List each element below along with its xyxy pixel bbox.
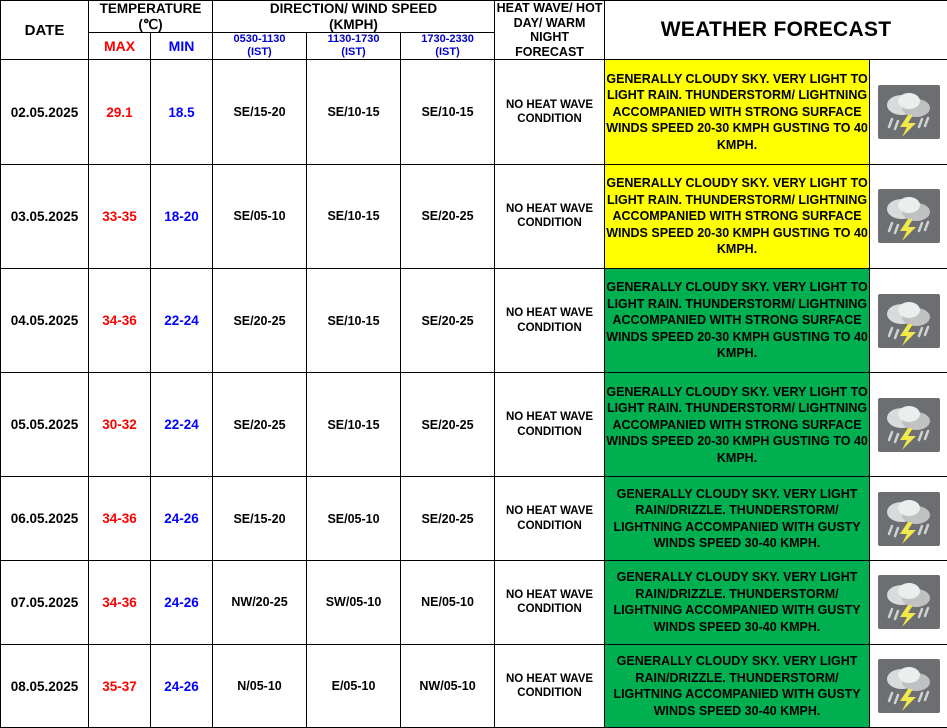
thunderstorm-rain-icon bbox=[878, 575, 940, 629]
header-slot2-ist: (IST) bbox=[307, 46, 400, 59]
cell-wind-slot1: SE/15-20 bbox=[213, 477, 307, 561]
cell-wind-slot3: SE/10-15 bbox=[401, 60, 495, 164]
cell-weather-icon bbox=[870, 477, 947, 561]
table-row bbox=[1, 60, 947, 164]
thunderstorm-rain-icon bbox=[878, 659, 940, 713]
cell-forecast: GENERALLY CLOUDY SKY. VERY LIGHT RAIN/DRIZZLE. THUNDERSTORM/ LIGHTNING ACCOMPANIED WITH GUSTY WINDS SPEED 30-40 KMPH. bbox=[605, 644, 870, 728]
cell-wind-slot3: NW/05-10 bbox=[401, 644, 495, 728]
cell-min-temp: 18-20 bbox=[151, 164, 213, 268]
header-temperature-unit: (℃) bbox=[89, 17, 212, 33]
cell-weather-icon bbox=[870, 373, 947, 477]
cell-wind-slot3: SE/20-25 bbox=[401, 477, 495, 561]
cell-heat-wave: NO HEAT WAVE CONDITION bbox=[495, 60, 605, 164]
cell-heat-wave: NO HEAT WAVE CONDITION bbox=[495, 268, 605, 372]
cell-forecast: GENERALLY CLOUDY SKY. VERY LIGHT TO LIGHT RAIN. THUNDERSTORM/ LIGHTNING ACCOMPANIED WITH STRONG SURFACE WINDS SPEED 20-30 KMPH GUSTING TO 40 KMPH. bbox=[605, 60, 870, 164]
cell-heat-wave: NO HEAT WAVE CONDITION bbox=[495, 373, 605, 477]
cell-heat-wave: NO HEAT WAVE CONDITION bbox=[495, 561, 605, 645]
table-row bbox=[1, 373, 947, 477]
cell-forecast: GENERALLY CLOUDY SKY. VERY LIGHT RAIN/DRIZZLE. THUNDERSTORM/ LIGHTNING ACCOMPANIED WITH GUSTY WINDS SPEED 30-40 KMPH. bbox=[605, 477, 870, 561]
header-max: MAX bbox=[89, 33, 151, 60]
table-row bbox=[1, 644, 947, 728]
cell-min-temp: 24-26 bbox=[151, 644, 213, 728]
header-weather-forecast: WEATHER FORECAST bbox=[605, 1, 947, 60]
header-direction-wind-speed bbox=[213, 1, 495, 33]
cell-wind-slot2: SE/10-15 bbox=[307, 268, 401, 372]
cell-forecast: GENERALLY CLOUDY SKY. VERY LIGHT TO LIGHT RAIN. THUNDERSTORM/ LIGHTNING ACCOMPANIED WITH STRONG SURFACE WINDS SPEED 20-30 KMPH GUSTING TO 40 KMPH. bbox=[605, 373, 870, 477]
cell-max-temp: 35-37 bbox=[89, 644, 151, 728]
header-min: MIN bbox=[151, 33, 213, 60]
cell-forecast: GENERALLY CLOUDY SKY. VERY LIGHT RAIN/DRIZZLE. THUNDERSTORM/ LIGHTNING ACCOMPANIED WITH GUSTY WINDS SPEED 30-40 KMPH. bbox=[605, 561, 870, 645]
cell-min-temp: 18.5 bbox=[151, 60, 213, 164]
cell-date: 08.05.2025 bbox=[1, 644, 89, 728]
table-header bbox=[1, 1, 947, 60]
header-slot-0530-1130 bbox=[213, 33, 307, 60]
header-date: DATE bbox=[1, 1, 89, 60]
thunderstorm-rain-icon bbox=[878, 85, 940, 139]
header-slot1-ist: (IST) bbox=[213, 46, 306, 59]
cell-wind-slot1: SE/20-25 bbox=[213, 268, 307, 372]
cell-max-temp: 34-36 bbox=[89, 561, 151, 645]
header-direction-label: DIRECTION/ WIND SPEED bbox=[213, 1, 494, 17]
header-temperature-label: TEMPERATURE bbox=[89, 1, 212, 17]
cell-weather-icon bbox=[870, 644, 947, 728]
table-body bbox=[1, 60, 947, 728]
cell-wind-slot3: SE/20-25 bbox=[401, 268, 495, 372]
cell-min-temp: 22-24 bbox=[151, 268, 213, 372]
header-slot-1730-2330 bbox=[401, 33, 495, 60]
cell-wind-slot1: N/05-10 bbox=[213, 644, 307, 728]
cell-heat-wave: NO HEAT WAVE CONDITION bbox=[495, 164, 605, 268]
cell-wind-slot3: SE/20-25 bbox=[401, 164, 495, 268]
cell-wind-slot2: E/05-10 bbox=[307, 644, 401, 728]
cell-wind-slot2: SE/10-15 bbox=[307, 373, 401, 477]
cell-forecast: GENERALLY CLOUDY SKY. VERY LIGHT TO LIGHT RAIN. THUNDERSTORM/ LIGHTNING ACCOMPANIED WITH STRONG SURFACE WINDS SPEED 20-30 KMPH GUSTING TO 40 KMPH. bbox=[605, 164, 870, 268]
cell-weather-icon bbox=[870, 164, 947, 268]
header-wind-unit: (KMPH) bbox=[213, 17, 494, 33]
header-heat-wave: HEAT WAVE/ HOT DAY/ WARM NIGHT FORECAST bbox=[495, 1, 605, 60]
cell-wind-slot1: SE/15-20 bbox=[213, 60, 307, 164]
cell-wind-slot2: SW/05-10 bbox=[307, 561, 401, 645]
cell-max-temp: 34-36 bbox=[89, 268, 151, 372]
cell-heat-wave: NO HEAT WAVE CONDITION bbox=[495, 477, 605, 561]
thunderstorm-rain-icon bbox=[878, 492, 940, 546]
cell-wind-slot2: SE/10-15 bbox=[307, 164, 401, 268]
cell-forecast: GENERALLY CLOUDY SKY. VERY LIGHT TO LIGHT RAIN. THUNDERSTORM/ LIGHTNING ACCOMPANIED WITH STRONG SURFACE WINDS SPEED 20-30 KMPH GUSTING TO 40 KMPH. bbox=[605, 268, 870, 372]
cell-weather-icon bbox=[870, 561, 947, 645]
cell-date: 05.05.2025 bbox=[1, 373, 89, 477]
cell-weather-icon bbox=[870, 60, 947, 164]
cell-date: 04.05.2025 bbox=[1, 268, 89, 372]
header-slot-1130-1730 bbox=[307, 33, 401, 60]
cell-wind-slot1: SE/20-25 bbox=[213, 373, 307, 477]
header-slot3-ist: (IST) bbox=[401, 46, 494, 59]
thunderstorm-rain-icon bbox=[878, 294, 940, 348]
cell-max-temp: 34-36 bbox=[89, 477, 151, 561]
cell-min-temp: 24-26 bbox=[151, 477, 213, 561]
cell-date: 06.05.2025 bbox=[1, 477, 89, 561]
header-slot3-range: 1730-2330 bbox=[401, 33, 494, 46]
thunderstorm-rain-icon bbox=[878, 189, 940, 243]
cell-min-temp: 24-26 bbox=[151, 561, 213, 645]
cell-max-temp: 33-35 bbox=[89, 164, 151, 268]
table-row bbox=[1, 268, 947, 372]
cell-max-temp: 30-32 bbox=[89, 373, 151, 477]
cell-wind-slot2: SE/05-10 bbox=[307, 477, 401, 561]
cell-wind-slot2: SE/10-15 bbox=[307, 60, 401, 164]
cell-wind-slot1: SE/05-10 bbox=[213, 164, 307, 268]
cell-heat-wave: NO HEAT WAVE CONDITION bbox=[495, 644, 605, 728]
cell-max-temp: 29.1 bbox=[89, 60, 151, 164]
cell-wind-slot3: SE/20-25 bbox=[401, 373, 495, 477]
thunderstorm-rain-icon bbox=[878, 398, 940, 452]
table-row bbox=[1, 164, 947, 268]
cell-date: 02.05.2025 bbox=[1, 60, 89, 164]
cell-weather-icon bbox=[870, 268, 947, 372]
header-slot2-range: 1130-1730 bbox=[307, 33, 400, 46]
table-row bbox=[1, 561, 947, 645]
header-temperature bbox=[89, 1, 213, 33]
cell-date: 07.05.2025 bbox=[1, 561, 89, 645]
cell-min-temp: 22-24 bbox=[151, 373, 213, 477]
cell-wind-slot3: NE/05-10 bbox=[401, 561, 495, 645]
cell-date: 03.05.2025 bbox=[1, 164, 89, 268]
header-slot1-range: 0530-1130 bbox=[213, 33, 306, 46]
cell-wind-slot1: NW/20-25 bbox=[213, 561, 307, 645]
table-row bbox=[1, 477, 947, 561]
